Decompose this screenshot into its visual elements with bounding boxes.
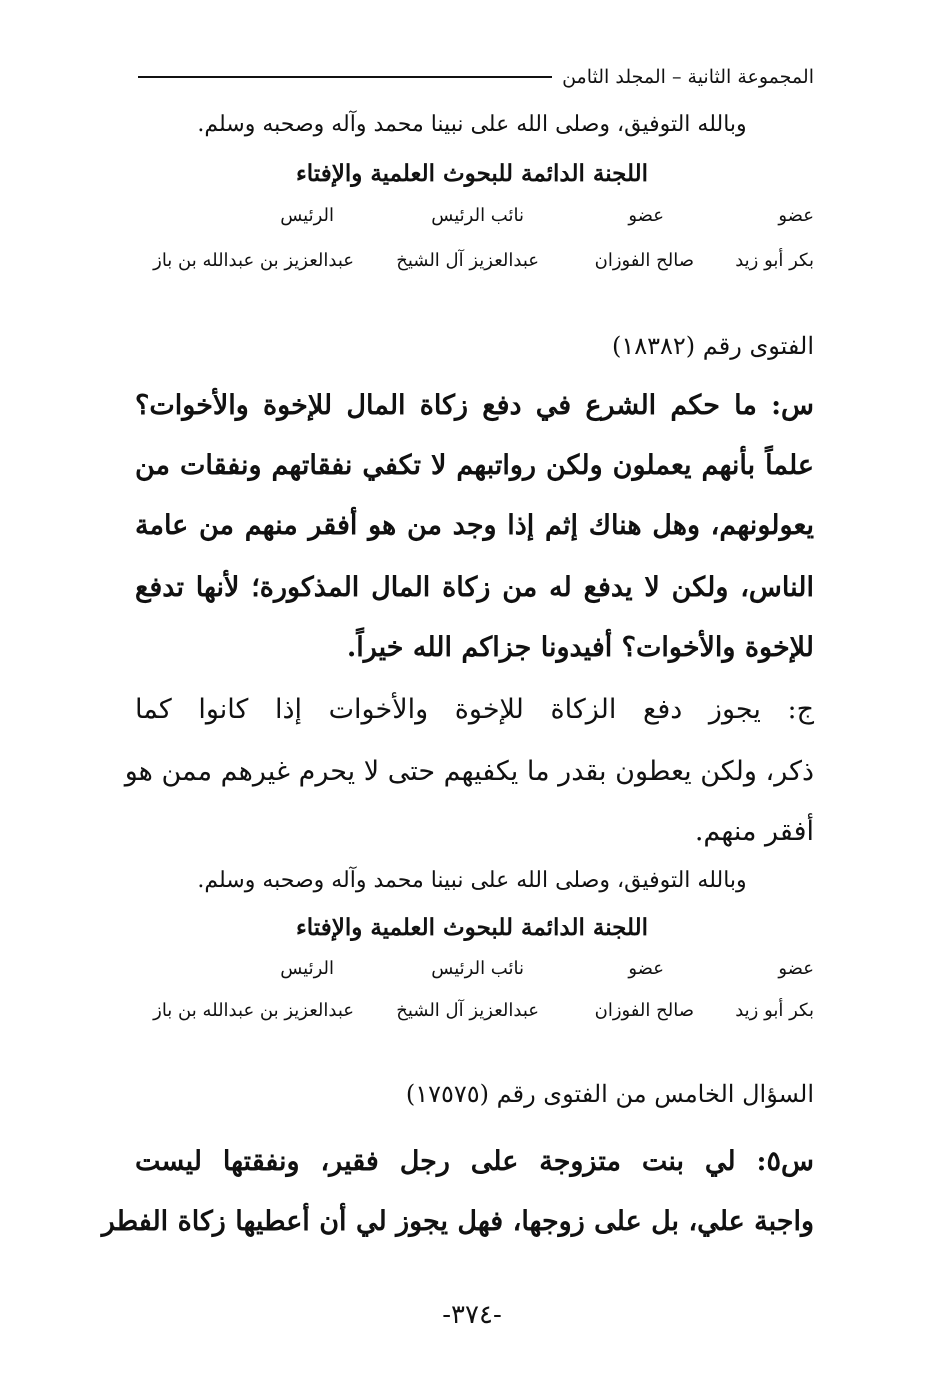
signatory-name: بكر أبو زيد (735, 1000, 814, 1021)
signatory-names (150, 1000, 814, 1030)
question-line: س٥: لي بنت متزوجة على رجل فقير، ونفقتها ليست (135, 1146, 814, 1177)
signatory-name: عبدالعزيز بن عبدالله بن باز (153, 250, 354, 271)
running-header (138, 62, 814, 92)
question-line: س: ما حكم الشرع في دفع زكاة المال للإخوة والأخوات؟ (135, 390, 814, 421)
signatory-name: بكر أبو زيد (735, 250, 814, 271)
signatory-name: عبدالعزيز آل الشيخ (396, 1000, 539, 1021)
signatory-name: صالح الفوزان (594, 1000, 694, 1021)
signatory-title: الرئيس (280, 958, 334, 979)
answer-line: أفقر منهم. (694, 816, 814, 847)
signatory-title: عضو (628, 205, 664, 226)
signatory-titles (150, 205, 814, 235)
question-line: الناس، ولكن لا يدفع له من زكاة المال المذكورة؛ لأنها تدفع (135, 572, 814, 603)
question-line: يعولونهم، وهل هناك إثم إذا وجد من هو أفقر منهم من عامة (135, 510, 814, 541)
question-line: للإخوة والأخوات؟ أفيدونا جزاكم الله خيراً. (346, 632, 814, 663)
signatory-title: نائب الرئيس (431, 205, 524, 226)
signatory-name: عبدالعزيز آل الشيخ (396, 250, 539, 271)
running-title: المجموعة الثانية – المجلد الثامن (562, 66, 814, 88)
closing-formula: وبالله التوفيق، وصلى الله على نبينا محمد وآله وصحبه وسلم. (197, 868, 747, 893)
closing-formula: وبالله التوفيق، وصلى الله على نبينا محمد وآله وصحبه وسلم. (197, 112, 747, 137)
header-rule (138, 76, 552, 78)
fatwa-heading: السؤال الخامس من الفتوى رقم (١٧٥٧٥) (405, 1080, 814, 1108)
committee-name: اللجنة الدائمة للبحوث العلمية والإفتاء (295, 160, 649, 187)
fatwa-heading: الفتوى رقم (١٨٣٨٢) (611, 332, 814, 360)
signatory-title: الرئيس (280, 205, 334, 226)
signatory-titles (150, 958, 814, 988)
answer-line: ج: يجوز دفع الزكاة للإخوة والأخوات إذا كانوا كما (135, 694, 814, 725)
signatory-title: عضو (778, 205, 814, 226)
question-line: واجبة علي، بل على زوجها، فهل يجوز لي أن أعطيها زكاة الفطر (101, 1206, 814, 1237)
question-line: علماً بأنهم يعملون ولكن رواتبهم لا تكفي نفقاتهم ونفقات من (135, 450, 814, 481)
signatory-name: صالح الفوزان (594, 250, 694, 271)
page-number: -٣٧٤- (442, 1300, 502, 1330)
signatory-title: عضو (778, 958, 814, 979)
signatory-name: عبدالعزيز بن عبدالله بن باز (153, 1000, 354, 1021)
answer-line: ذكر، ولكن يعطون بقدر ما يكفيهم حتى لا يحرم غيرهم ممن هو (124, 756, 814, 787)
signatory-title: عضو (628, 958, 664, 979)
signatory-names (150, 250, 814, 280)
committee-name: اللجنة الدائمة للبحوث العلمية والإفتاء (295, 914, 649, 941)
signatory-title: نائب الرئيس (431, 958, 524, 979)
